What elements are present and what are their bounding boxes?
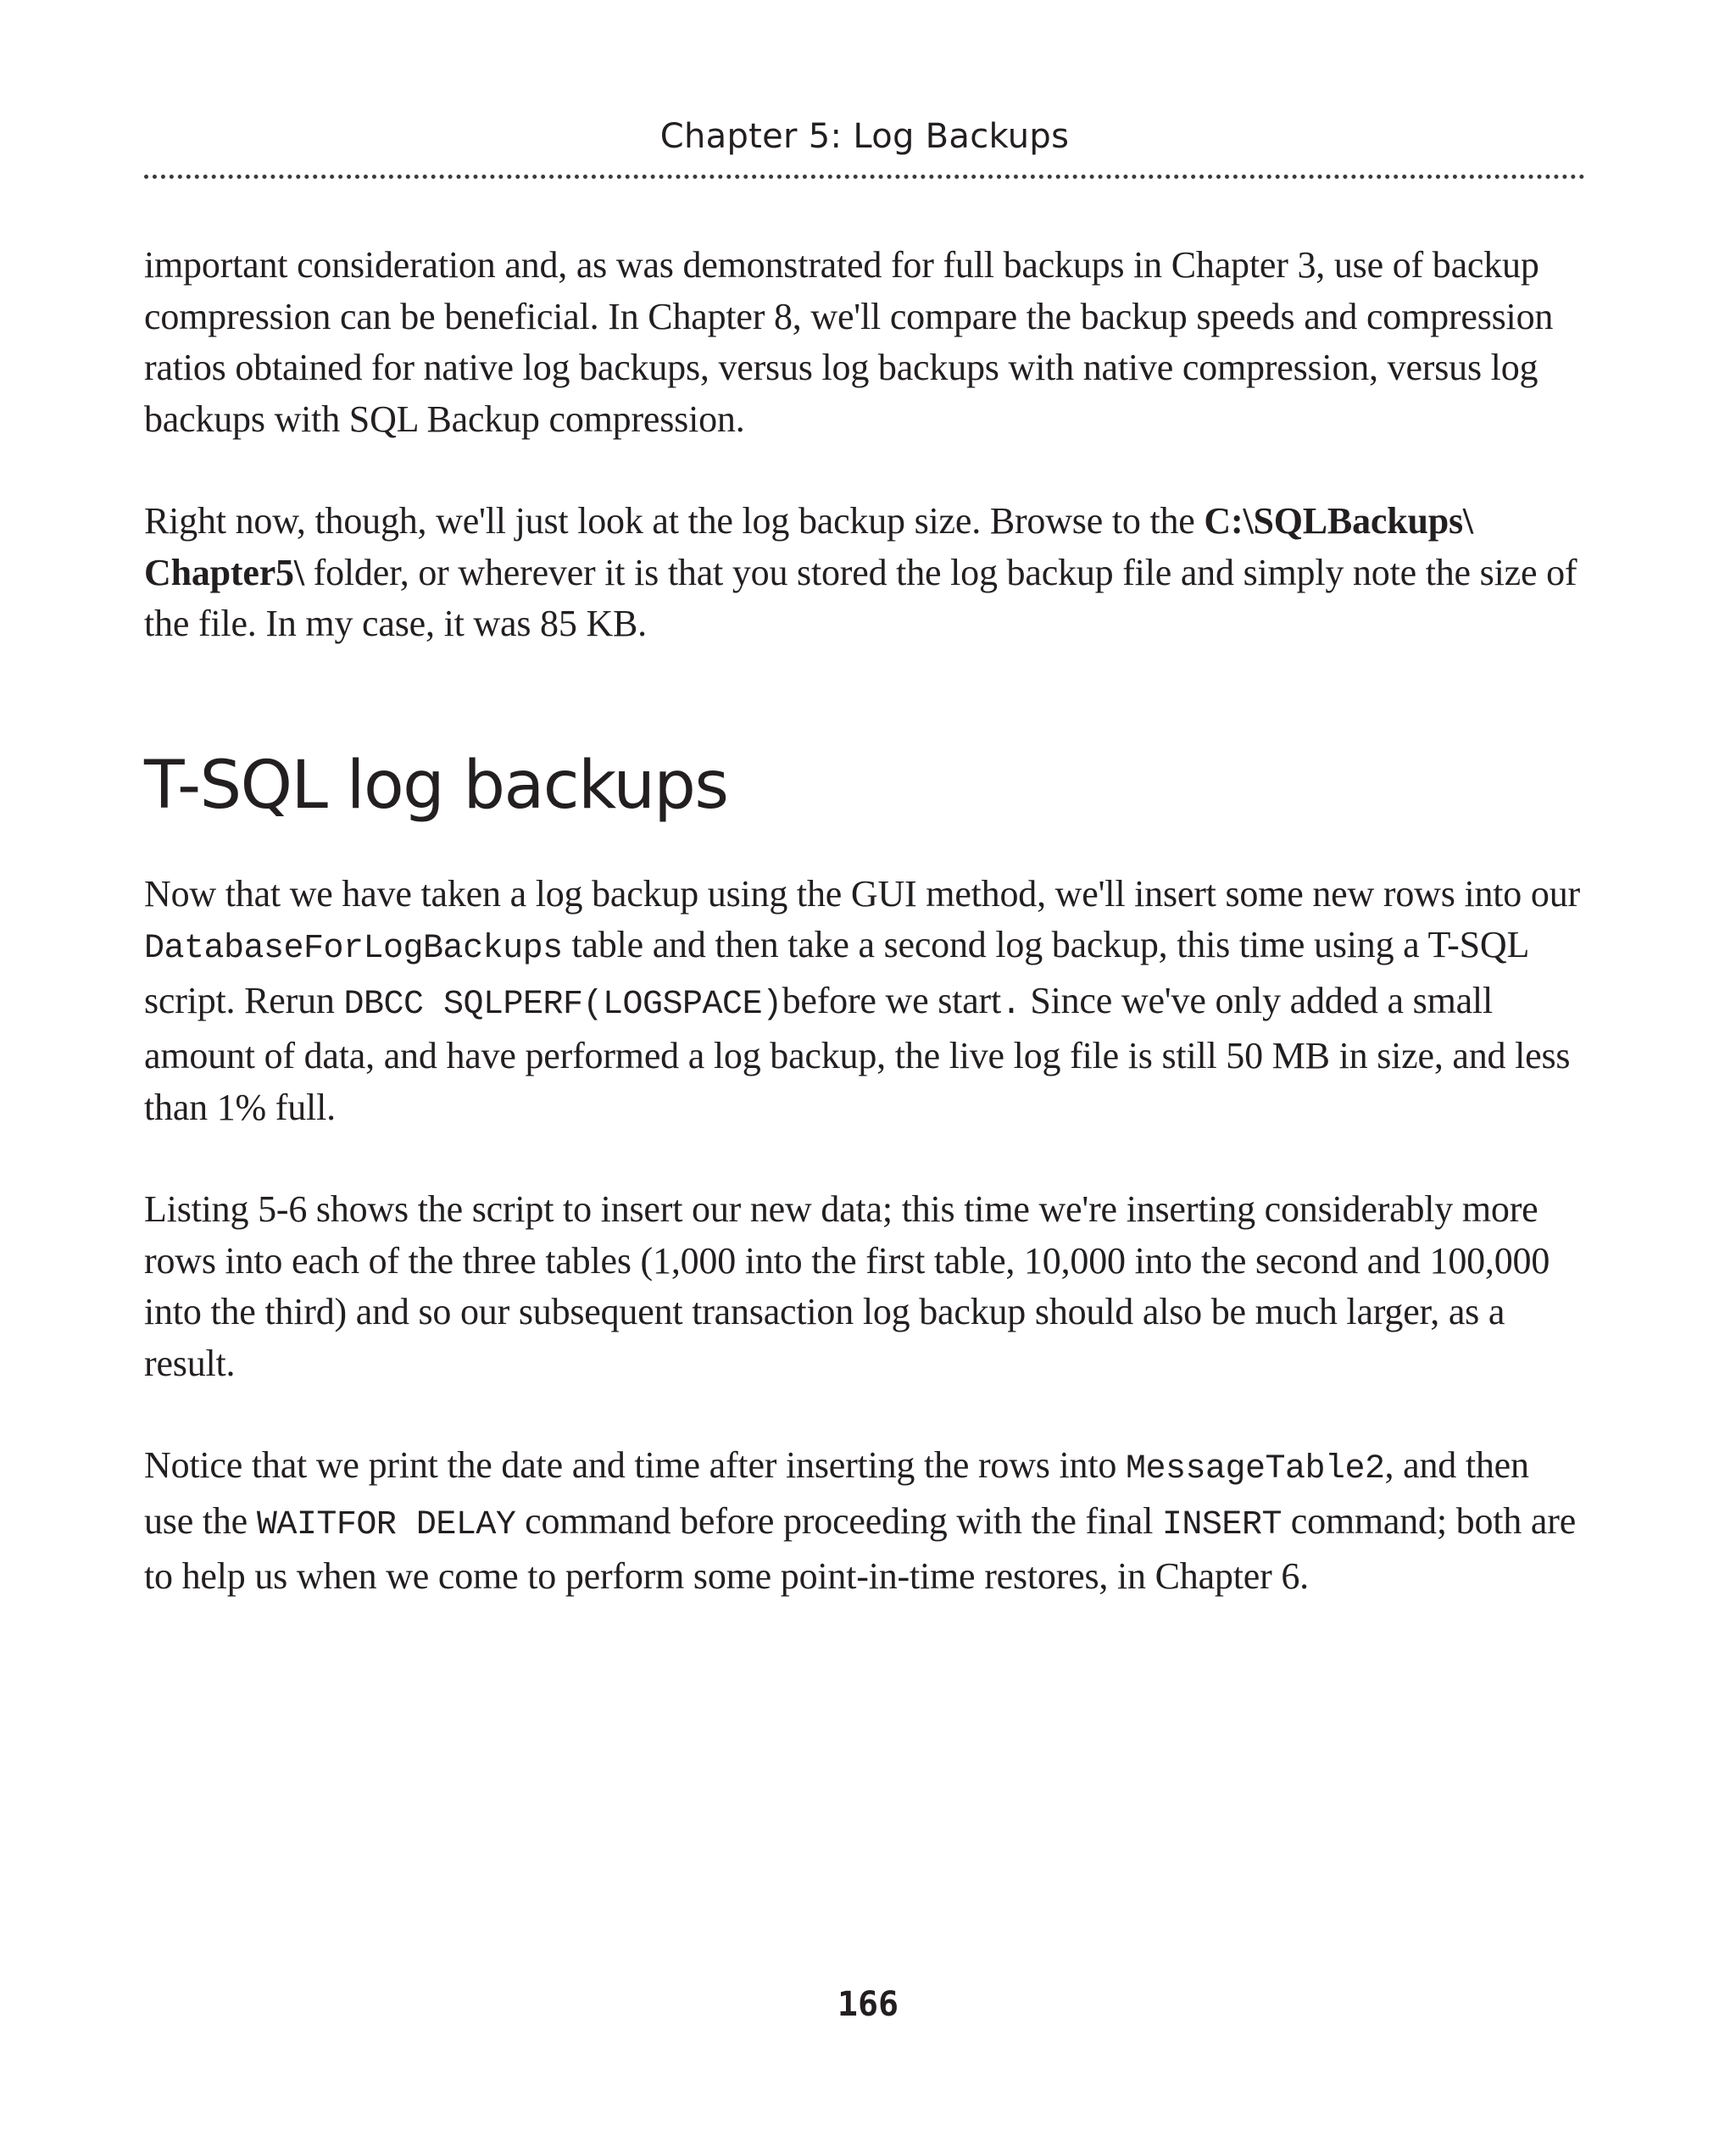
running-header: Chapter 5: Log Backups [659, 117, 1070, 156]
folder-path-part-1: C:\SQLBackups\ [1204, 500, 1473, 542]
text-segment: Since we've only added a small amount of data, and have performed a log backup, the live log file is still 50 MB in size, and less than 1% full. [144, 979, 1571, 1128]
header-dotted-rule [144, 175, 1585, 179]
inline-code-insert: INSERT [1161, 1505, 1282, 1544]
folder-path-part-2: Chapter5\ [144, 551, 304, 593]
text-segment: Now that we have taken a log backup using the GUI method, we'll insert some new rows into our [144, 872, 1580, 915]
text-segment: table and then take a second log backup, this time using a T-SQL script. Rerun [144, 924, 1528, 1021]
paragraph-tsql-intro [144, 869, 1585, 1134]
text-segment: command before proceeding with the final [515, 1499, 1162, 1542]
section-heading: T-SQL log backups [144, 747, 728, 824]
text-segment: before we start [782, 979, 1002, 1021]
paragraph-listing-intro: Listing 5-6 shows the script to insert our new data; this time we're inserting considerably more rows into each of the three tables (1,000 into the first table, 10,000 into the second and 100,000 into the third) and so our subsequent transaction log backup should also be much larger, as a result. [144, 1188, 1550, 1384]
inline-code-messagetable2: MessageTable2 [1125, 1450, 1385, 1488]
paragraph-point-in-time [144, 1440, 1585, 1603]
text-segment: command; both are to help us when we come to perform some point-in-time restores, in Chapter 6. [144, 1499, 1577, 1597]
paragraph-compression: important consideration and, as was demonstrated for full backups in Chapter 3, use of backup compression can be beneficial. In Chapter 8, we'll compare the backup speeds and compression ratios obtained for native log backups, versus log backups with native compression, versus log backups with SQL Backup compression. [144, 244, 1554, 440]
text-segment: Notice that we print the date and time after inserting the rows into [144, 1444, 1126, 1486]
inline-code-waitfor-delay: WAITFOR DELAY [256, 1505, 516, 1544]
text-segment: Right now, though, we'll just look at the log backup size. Browse to the [144, 500, 1205, 542]
inline-code-dbcc: DBCC SQLPERF(LOGSPACE) [343, 985, 782, 1024]
paragraph-backup-size [144, 496, 1585, 650]
text-segment: folder, or wherever it is that you stored the log backup file and simply note the size of the file. In my case, it was 85 KB. [144, 551, 1577, 644]
inline-code-table-name: DatabaseForLogBackups [144, 930, 563, 968]
page-number: 166 [837, 1985, 899, 2024]
inline-code-period: . [1001, 985, 1021, 1024]
text-segment: , and then use the [144, 1444, 1529, 1542]
body-text [144, 240, 1585, 1654]
